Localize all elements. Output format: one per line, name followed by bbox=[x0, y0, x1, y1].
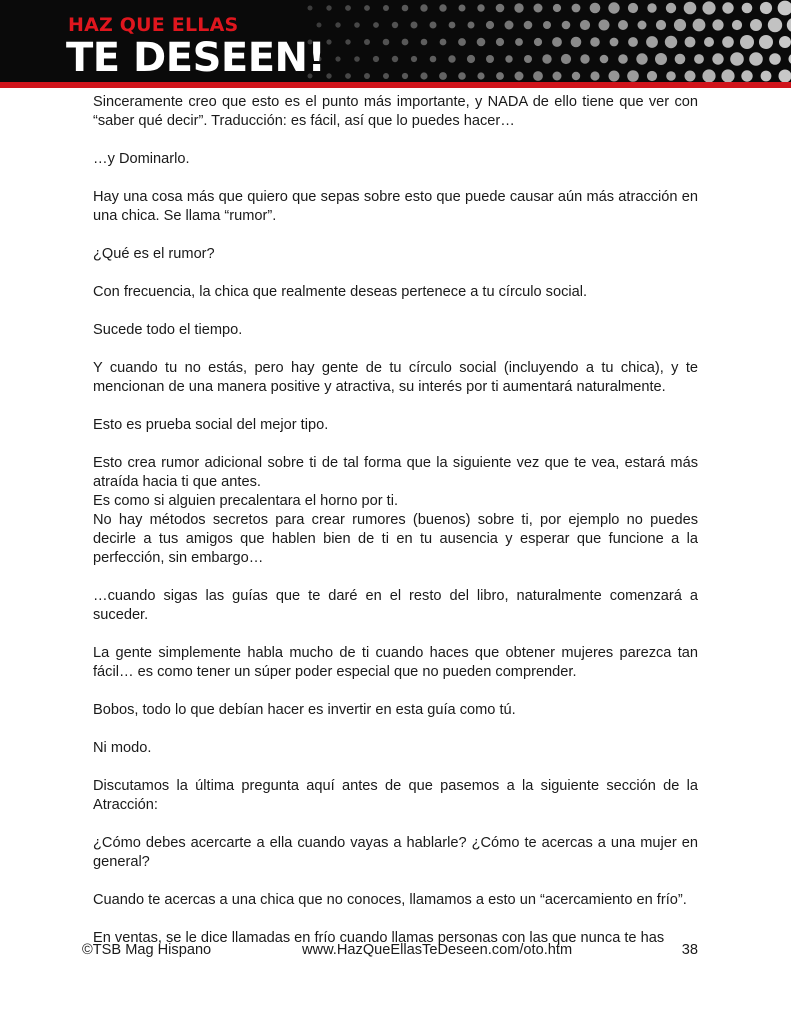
decorative-dot bbox=[505, 55, 512, 62]
decorative-dot bbox=[712, 19, 723, 30]
decorative-dot bbox=[383, 5, 389, 11]
decorative-dot bbox=[430, 56, 437, 63]
decorative-dot bbox=[618, 20, 628, 30]
decorative-dot bbox=[411, 22, 418, 29]
decorative-dot bbox=[326, 39, 331, 44]
decorative-dot bbox=[685, 37, 696, 48]
decorative-dot bbox=[627, 70, 639, 82]
decorative-dot bbox=[354, 22, 360, 28]
decorative-dot bbox=[533, 71, 543, 81]
body-paragraph: Ni modo. bbox=[93, 740, 152, 756]
decorative-dot bbox=[759, 35, 773, 49]
brand-title-main: TE DESEEN! bbox=[66, 35, 326, 81]
decorative-dot bbox=[600, 55, 609, 64]
page-body bbox=[93, 93, 698, 948]
decorative-dot bbox=[383, 73, 389, 79]
decorative-dot bbox=[524, 55, 532, 63]
decorative-dot bbox=[712, 53, 723, 64]
decorative-dot bbox=[364, 73, 370, 79]
decorative-dot bbox=[609, 71, 620, 82]
decorative-dot bbox=[562, 21, 571, 30]
decorative-dot bbox=[373, 56, 379, 62]
body-paragraph: …y Dominarlo. bbox=[93, 151, 190, 167]
decorative-dot bbox=[684, 2, 697, 15]
page-number: 38 bbox=[681, 942, 698, 958]
decorative-dot bbox=[524, 21, 533, 30]
decorative-dot bbox=[496, 4, 505, 13]
decorative-dot bbox=[402, 39, 409, 46]
decorative-dot bbox=[458, 72, 466, 80]
body-paragraph: Cuando te acercas a una chica que no conoces, llamamos a esto un “acercamiento en frío”. bbox=[93, 892, 687, 908]
decorative-dot bbox=[420, 72, 427, 79]
decorative-dot bbox=[477, 4, 484, 11]
decorative-dot bbox=[749, 52, 763, 66]
decorative-dot bbox=[730, 52, 744, 66]
brand-title-top: HAZ QUE ELLAS bbox=[68, 14, 239, 36]
decorative-dot bbox=[704, 37, 714, 47]
decorative-dot bbox=[787, 18, 791, 32]
decorative-dot bbox=[459, 5, 466, 12]
body-paragraph: Hay una cosa más que quiero que sepas sobre esto que puede causar aún más atracción en una chica. Se llama “rumor”. bbox=[93, 189, 698, 224]
decorative-dot bbox=[590, 3, 601, 14]
decorative-dot bbox=[580, 20, 590, 30]
decorative-dot bbox=[628, 3, 638, 13]
decorative-dot bbox=[421, 39, 428, 46]
body-paragraph: ¿Qué es el rumor? bbox=[93, 246, 215, 262]
body-paragraph: Discutamos la última pregunta aquí antes de que pasemos a la siguiente sección de la Atracción: bbox=[93, 778, 698, 813]
decorative-dot bbox=[666, 71, 676, 81]
decorative-dot bbox=[760, 2, 772, 14]
decorative-dot bbox=[590, 71, 599, 80]
decorative-dot bbox=[308, 6, 313, 11]
decorative-dot bbox=[534, 38, 542, 46]
decorative-dot bbox=[430, 22, 437, 29]
body-paragraph: …cuando sigas las guías que te daré en el resto del libro, naturalmente comenzará a suceder. bbox=[93, 588, 698, 623]
decorative-dot bbox=[486, 55, 494, 63]
decorative-dot bbox=[496, 72, 504, 80]
decorative-dot bbox=[553, 4, 561, 12]
decorative-dot bbox=[317, 23, 322, 28]
decorative-dot bbox=[402, 5, 409, 12]
decorative-dot bbox=[571, 37, 582, 48]
body-paragraph: Y cuando tu no estás, pero hay gente de tu círculo social (incluyendo a tu chica), y te mencionan de una manera positive y atractiva, su interés por ti aumentará naturalmente. bbox=[93, 360, 698, 395]
decorative-dot bbox=[702, 1, 715, 14]
decorative-dot bbox=[666, 3, 676, 13]
body-paragraph: Sucede todo el tiempo. bbox=[93, 322, 243, 338]
decorative-dot bbox=[326, 73, 331, 78]
decorative-dot bbox=[778, 1, 791, 16]
body-paragraph: La gente simplemente habla mucho de ti cuando haces que obtener mujeres parezca tan fácil… es como tener un súper poder especial que no pueden comprender. bbox=[93, 645, 698, 680]
body-paragraph: Es como si alguien precalentara el horno por ti. bbox=[93, 493, 399, 509]
decorative-dot bbox=[468, 22, 475, 29]
decorative-dot bbox=[722, 2, 733, 13]
footer-copyright: ©TSB Mag Hispano bbox=[82, 942, 212, 958]
decorative-dot bbox=[572, 4, 581, 13]
decorative-dot bbox=[618, 54, 628, 64]
decorative-dot bbox=[552, 37, 562, 47]
decorative-dot bbox=[590, 37, 600, 47]
decorative-dot bbox=[326, 5, 331, 10]
decorative-dot bbox=[345, 39, 350, 44]
decorative-dot bbox=[505, 21, 514, 30]
decorative-dot bbox=[448, 55, 455, 62]
decorative-dot bbox=[486, 21, 494, 29]
header-red-rule bbox=[0, 82, 791, 88]
decorative-dot bbox=[514, 3, 523, 12]
decorative-dot bbox=[543, 21, 551, 29]
decorative-dot bbox=[636, 53, 647, 64]
decorative-dot bbox=[561, 54, 571, 64]
decorative-dot bbox=[750, 19, 762, 31]
decorative-dot bbox=[779, 36, 791, 48]
decorative-dot bbox=[467, 55, 475, 63]
decorative-dot bbox=[515, 72, 524, 81]
body-paragraph: Esto es prueba social del mejor tipo. bbox=[93, 417, 329, 433]
decorative-dot bbox=[685, 71, 696, 82]
decorative-dot bbox=[610, 38, 619, 47]
decorative-dot bbox=[354, 56, 360, 62]
body-paragraph: Sinceramente creo que esto es el punto más importante, y NADA de ello tiene que ver con “saber qué decir”. Traducción: es fácil, así que lo puedes hacer… bbox=[93, 94, 698, 129]
decorative-dot bbox=[646, 36, 658, 48]
body-paragraph: Esto crea rumor adicional sobre ti de tal forma que la siguiente vez que te vea, estará más atraída hacia ti que antes. bbox=[93, 455, 698, 490]
decorative-dot bbox=[496, 38, 504, 46]
decorative-dot bbox=[515, 38, 523, 46]
decorative-dot bbox=[608, 2, 619, 13]
decorative-dot bbox=[420, 4, 427, 11]
decorative-dot bbox=[721, 69, 734, 82]
decorative-dot bbox=[742, 3, 753, 14]
decorative-dot bbox=[402, 73, 408, 79]
decorative-dot bbox=[732, 20, 742, 30]
decorative-dot bbox=[638, 21, 647, 30]
decorative-dot bbox=[656, 20, 666, 30]
header-banner bbox=[0, 0, 791, 82]
body-paragraph: Con frecuencia, la chica que realmente deseas pertenece a tu círculo social. bbox=[93, 284, 588, 300]
body-paragraph: Bobos, todo lo que debían hacer es invertir en esta guía como tú. bbox=[93, 702, 516, 718]
decorative-dot bbox=[741, 70, 752, 81]
decorative-dot bbox=[392, 56, 398, 62]
decorative-dot bbox=[628, 37, 638, 47]
decorative-dot bbox=[702, 69, 715, 82]
decorative-dot bbox=[440, 39, 447, 46]
decorative-dot bbox=[599, 20, 610, 31]
decorative-dots bbox=[300, 0, 791, 82]
decorative-dot bbox=[553, 72, 562, 81]
decorative-dot bbox=[439, 72, 447, 80]
decorative-dot bbox=[768, 18, 782, 32]
decorative-dot bbox=[542, 54, 551, 63]
decorative-dot bbox=[693, 19, 706, 32]
decorative-dot bbox=[392, 22, 398, 28]
decorative-dot bbox=[477, 72, 484, 79]
body-paragraph: ¿Cómo debes acercarte a ella cuando vayas a hablarle? ¿Cómo te acercas a una mujer en general? bbox=[93, 835, 698, 870]
decorative-dot bbox=[534, 4, 543, 13]
decorative-dot bbox=[373, 22, 379, 28]
decorative-dot bbox=[411, 56, 417, 62]
decorative-dot bbox=[439, 4, 446, 11]
body-paragraph: En ventas, se le dice llamadas en frío cuando llamas personas con las que nunca te has bbox=[93, 930, 665, 946]
decorative-dot bbox=[345, 5, 351, 11]
decorative-dot bbox=[655, 53, 667, 65]
decorative-dot bbox=[383, 39, 390, 46]
decorative-dot bbox=[364, 39, 370, 45]
decorative-dot bbox=[761, 71, 772, 82]
decorative-dot bbox=[572, 72, 580, 80]
decorative-dot bbox=[449, 22, 456, 29]
footer-url[interactable]: www.HazQueEllasTeDeseen.com/oto.htm bbox=[302, 942, 573, 958]
decorative-dot bbox=[769, 53, 781, 65]
decorative-dot bbox=[779, 70, 791, 83]
decorative-dot bbox=[477, 38, 486, 47]
decorative-dot bbox=[674, 19, 686, 31]
decorative-dot bbox=[675, 54, 686, 65]
decorative-dot bbox=[647, 71, 657, 81]
decorative-dot bbox=[458, 38, 466, 46]
decorative-dot bbox=[647, 3, 656, 12]
decorative-dot bbox=[580, 54, 589, 63]
body-paragraph: No hay métodos secretos para crear rumores (buenos) sobre ti, por ejemplo no puedes decirle a tus amigos que hablen bien de ti en tu ausencia y esperar que funcione a la perfección, sin embargo… bbox=[93, 512, 698, 566]
decorative-dot bbox=[335, 56, 340, 61]
decorative-dot bbox=[740, 35, 754, 49]
decorative-dot bbox=[694, 54, 704, 64]
decorative-dot bbox=[335, 22, 340, 27]
decorative-dot bbox=[364, 5, 370, 11]
decorative-dot bbox=[722, 36, 734, 48]
decorative-dot bbox=[665, 36, 677, 48]
decorative-dot bbox=[345, 73, 351, 79]
page-footer bbox=[82, 940, 698, 960]
